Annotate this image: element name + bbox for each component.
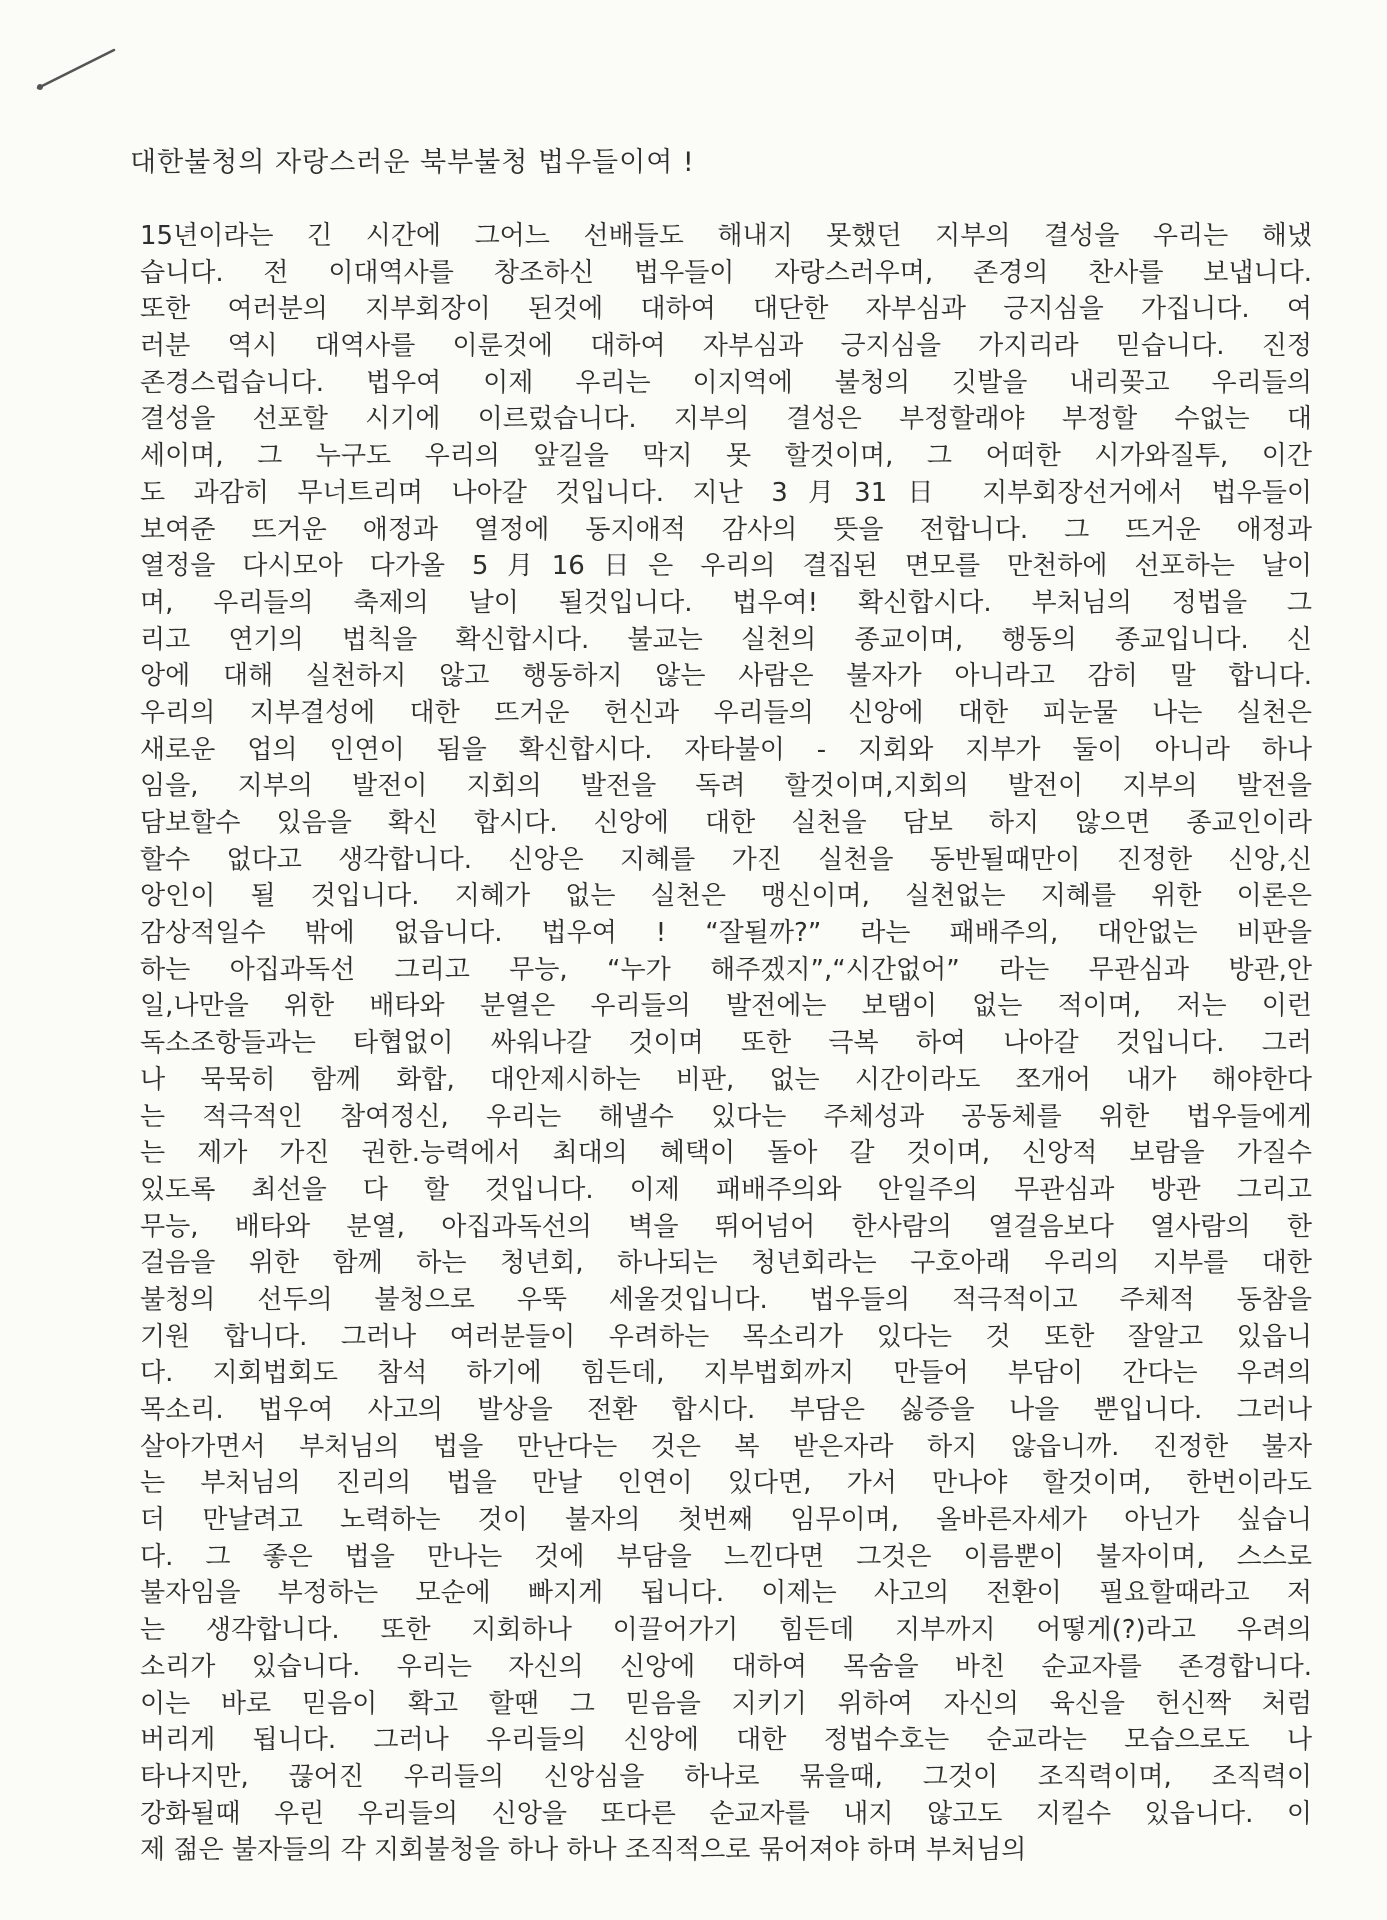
- text-line: 또한 여러분의 지부회장이 된것에 대하여 대단한 자부심과 긍지심을 가집니다. 여: [140, 294, 1312, 325]
- document-title: 대한불청의 자랑스러운 북부불청 법우들이여 !: [130, 147, 695, 178]
- text-line: 며, 우리들의 축제의 날이 될것입니다. 법우여! 확신합시다. 부처님의 정법을 그: [140, 587, 1312, 618]
- text-line: 타나지만, 끊어진 우리들의 신앙심을 하나로 묶을때, 그것이 조직력이며, 조직력이: [140, 1761, 1312, 1792]
- text-line: 불자임을 부정하는 모순에 빠지게 됩니다. 이제는 사고의 전환이 필요할때라고 저: [140, 1578, 1312, 1609]
- pen-stroke-mark: [34, 44, 124, 94]
- text-line: 감상적일수 밖에 없읍니다. 법우여 ! “잘될까?” 라는 패배주의, 대안없는 비판을: [140, 918, 1312, 949]
- text-line: 존경스럽습니다. 법우여 이제 우리는 이지역에 불청의 깃발을 내리꽂고 우리들의: [140, 367, 1312, 398]
- text-line: 나 묵묵히 함께 화합, 대안제시하는 비판, 없는 시간이라도 쪼개어 내가 해야한다: [140, 1064, 1312, 1095]
- text-line: 버리게 됩니다. 그러나 우리들의 신앙에 대한 정법수호는 순교라는 모습으로도 나: [140, 1725, 1312, 1756]
- text-line: 는 생각합니다. 또한 지회하나 이끌어가기 힘든데 지부까지 어떻게(?)라고 우려의: [140, 1615, 1312, 1646]
- document-body: [140, 218, 1312, 1869]
- text-line: 하는 아집과독선 그리고 무능, “누가 해주겠지”,“시간없어” 라는 무관심과 방관,안: [140, 954, 1312, 985]
- text-line: 할수 없다고 생각합니다. 신앙은 지혜를 가진 실천을 동반될때만이 진정한 신앙,신: [140, 844, 1312, 875]
- text-line: 무능, 배타와 분열, 아집과독선의 벽을 뛰어넘어 한사람의 열걸음보다 열사람의 한: [140, 1211, 1312, 1242]
- text-line: 습니다. 전 이대역사를 창조하신 법우들이 자랑스러우며, 존경의 찬사를 보냅니다.: [140, 257, 1312, 288]
- text-line: 는 적극적인 참여정신, 우리는 해낼수 있다는 주체성과 공동체를 위한 법우들에게: [140, 1101, 1312, 1132]
- text-line: 15년이라는 긴 시간에 그어느 선배들도 해내지 못했던 지부의 결성을 우리는 해냈: [140, 221, 1312, 251]
- text-line: 더 만날려고 노력하는 것이 불자의 첫번째 임무이며, 올바른자세가 아닌가 싶습니: [140, 1505, 1312, 1536]
- text-line: 목소리. 법우여 사고의 발상을 전환 합시다. 부담은 싫증을 나을 뿐입니다. 그러나: [140, 1395, 1312, 1425]
- text-line: 도 과감히 무너트리며 나아갈 것입니다. 지난 3月31日 지부회장선거에서 법우들이: [140, 477, 1312, 508]
- text-line: 새로운 업의 인연이 됨을 확신합시다. 자타불이 - 지회와 지부가 둘이 아니라 하나: [140, 734, 1312, 765]
- text-line: 임을, 지부의 발전이 지회의 발전을 독려 할것이며,지회의 발전이 지부의 발전을: [140, 771, 1312, 802]
- text-line: 소리가 있습니다. 우리는 자신의 신앙에 대하여 목숨을 바친 순교자를 존경합니다.: [140, 1651, 1312, 1682]
- text-line: 불청의 선두의 불청으로 우뚝 세울것입니다. 법우들의 적극적이고 주체적 동참을: [140, 1284, 1312, 1315]
- text-line: 는 부처님의 진리의 법을 만날 인연이 있다면, 가서 만나야 할것이며, 한번이라도: [140, 1468, 1312, 1499]
- text-line: 독소조항들과는 타협없이 싸워나갈 것이며 또한 극복 하여 나아갈 것입니다. 그러: [140, 1028, 1312, 1059]
- text-line: 제 젊은 불자들의 각 지회불청을 하나 하나 조직적으로 묶어져야 하며 부처님의: [140, 1835, 1027, 1866]
- text-line: 는 제가 가진 권한.능력에서 최대의 혜택이 돌아 갈 것이며, 신앙적 보람을 가질수: [140, 1138, 1312, 1169]
- text-line: 앙에 대해 실천하지 않고 행동하지 않는 사람은 불자가 아니라고 감히 말 합니다.: [140, 661, 1312, 692]
- text-line: 기원 합니다. 그러나 여러분들이 우려하는 목소리가 있다는 것 또한 잘알고 있읍니: [140, 1321, 1312, 1352]
- text-line: 있도록 최선을 다 할 것입니다. 이제 패배주의와 안일주의 무관심과 방관 그리고: [140, 1174, 1312, 1205]
- text-line: 앙인이 될 것입니다. 지혜가 없는 실천은 맹신이며, 실천없는 지혜를 위한 이론은: [140, 881, 1312, 912]
- text-line: 러분 역시 대역사를 이룬것에 대하여 자부심과 긍지심을 가지리라 믿습니다. 진정: [140, 331, 1312, 362]
- text-line: 보여준 뜨거운 애정과 열정에 동지애적 감사의 뜻을 전합니다. 그 뜨거운 애정과: [140, 514, 1312, 545]
- text-line: 다. 그 좋은 법을 만나는 것에 부담을 느낀다면 그것은 이름뿐이 불자이며, 스스로: [140, 1541, 1312, 1572]
- text-line: 열정을 다시모아 다가올 5月16日은 우리의 결집된 면모를 만천하에 선포하는 날이: [140, 551, 1312, 582]
- text-line: 담보할수 있음을 확신 합시다. 신앙에 대한 실천을 담보 하지 않으면 종교인이라: [140, 808, 1312, 838]
- text-line: 리고 연기의 법칙을 확신합시다. 불교는 실천의 종교이며, 행동의 종교입니다. 신: [140, 624, 1312, 655]
- text-line: 살아가면서 부처님의 법을 만난다는 것은 복 받은자라 하지 않읍니까. 진정한 불자: [140, 1431, 1312, 1462]
- text-line: 결성을 선포할 시기에 이르렀습니다. 지부의 결성은 부정할래야 부정할 수없는 대: [140, 404, 1312, 435]
- text-line: 세이며, 그 누구도 우리의 앞길을 막지 못 할것이며, 그 어떠한 시가와질투, 이간: [140, 441, 1312, 472]
- text-line: 우리의 지부결성에 대한 뜨거운 헌신과 우리들의 신앙에 대한 피눈물 나는 실천은: [140, 697, 1312, 728]
- text-line: 일,나만을 위한 배타와 분열은 우리들의 발전에는 보탬이 없는 적이며, 저는 이런: [140, 991, 1312, 1022]
- text-line: 강화될때 우린 우리들의 신앙을 또다른 순교자를 내지 않고도 지킬수 있읍니다. 이: [140, 1798, 1312, 1829]
- text-line: 걸음을 위한 함께 하는 청년회, 하나되는 청년회라는 구호아래 우리의 지부를 대한: [140, 1248, 1312, 1279]
- text-line: 다. 지회법회도 참석 하기에 힘든데, 지부법회까지 만들어 부담이 간다는 우려의: [140, 1358, 1312, 1389]
- text-line: 이는 바로 믿음이 확고 할땐 그 믿음을 지키기 위하여 자신의 육신을 헌신짝 처럼: [140, 1688, 1312, 1719]
